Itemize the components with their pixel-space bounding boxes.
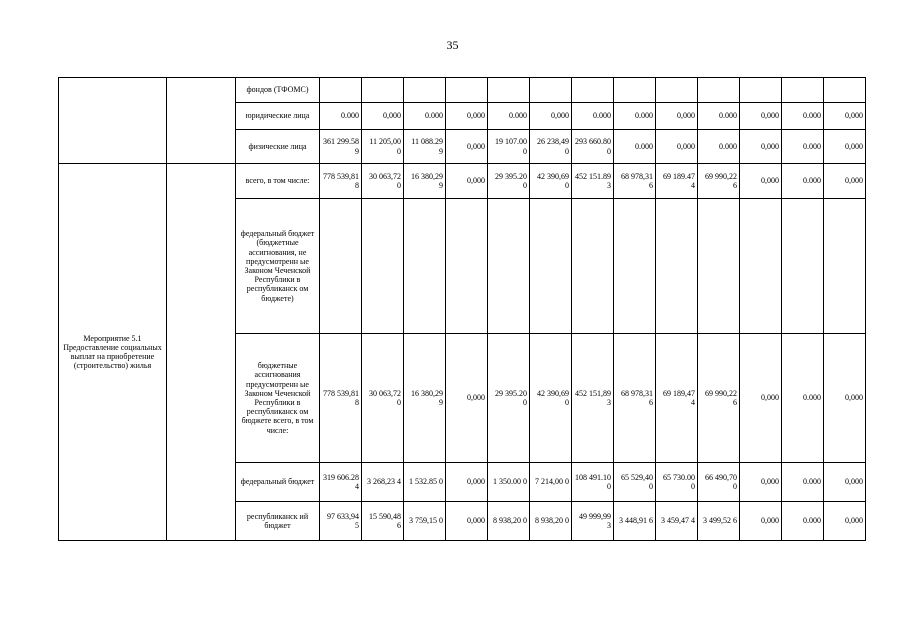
value-cell: 0,000 bbox=[824, 502, 866, 541]
value-cell bbox=[446, 199, 488, 334]
value-cell bbox=[530, 78, 572, 103]
value-cell: 97 633,94 5 bbox=[320, 502, 362, 541]
funding-source-label: всего, в том числе: bbox=[236, 164, 320, 199]
value-cell: 3 759,15 0 bbox=[404, 502, 446, 541]
measure-label: Мероприятие 5.1 Предоставление социальных выплат на приобретение (строительство) жилья bbox=[59, 164, 167, 541]
value-cell: 0,000 bbox=[530, 103, 572, 130]
funding-source-label: фондов (ТФОМС) bbox=[236, 78, 320, 103]
value-cell: 0,000 bbox=[740, 463, 782, 502]
value-cell bbox=[698, 78, 740, 103]
value-cell: 0.000 bbox=[488, 103, 530, 130]
value-cell: 0,000 bbox=[740, 130, 782, 164]
value-cell: 0.000 bbox=[782, 463, 824, 502]
value-cell: 0,000 bbox=[446, 103, 488, 130]
value-cell bbox=[656, 78, 698, 103]
empty-cell bbox=[59, 78, 167, 164]
value-cell: 68 978,31 6 bbox=[614, 164, 656, 199]
value-cell: 293 660.80 0 bbox=[572, 130, 614, 164]
value-cell: 11 088.29 9 bbox=[404, 130, 446, 164]
value-cell: 69 990,22 6 bbox=[698, 164, 740, 199]
value-cell: 65 529,40 0 bbox=[614, 463, 656, 502]
value-cell bbox=[488, 78, 530, 103]
value-cell: 778 539,81 8 bbox=[320, 334, 362, 463]
value-cell: 29 395.20 0 bbox=[488, 164, 530, 199]
value-cell: 0,000 bbox=[656, 103, 698, 130]
value-cell: 0.000 bbox=[782, 164, 824, 199]
funding-source-label: федеральный бюджет (бюджетные ассигнования, не предусмотренн ые Законом Чеченской Республики в республиканск ом бюджете) bbox=[236, 199, 320, 334]
empty-cell bbox=[167, 164, 236, 541]
value-cell: 0.000 bbox=[404, 103, 446, 130]
value-cell: 30 063,72 0 bbox=[362, 334, 404, 463]
value-cell bbox=[572, 199, 614, 334]
value-cell: 30 063,72 0 bbox=[362, 164, 404, 199]
value-cell: 68 978,31 6 bbox=[614, 334, 656, 463]
value-cell: 69 189.47 4 bbox=[656, 164, 698, 199]
value-cell bbox=[572, 78, 614, 103]
value-cell: 0,000 bbox=[824, 164, 866, 199]
funding-source-label: федеральный бюджет bbox=[236, 463, 320, 502]
value-cell: 8 938,20 0 bbox=[488, 502, 530, 541]
page-number: 35 bbox=[446, 38, 459, 52]
value-cell bbox=[404, 199, 446, 334]
value-cell bbox=[320, 78, 362, 103]
value-cell bbox=[614, 78, 656, 103]
funding-source-label: физические лица bbox=[236, 130, 320, 164]
value-cell: 0,000 bbox=[824, 334, 866, 463]
value-cell: 0.000 bbox=[614, 130, 656, 164]
value-cell: 0,000 bbox=[740, 502, 782, 541]
value-cell: 0,000 bbox=[446, 334, 488, 463]
value-cell: 0.000 bbox=[698, 103, 740, 130]
funding-source-label: республиканск ий бюджет bbox=[236, 502, 320, 541]
value-cell: 69 189,47 4 bbox=[656, 334, 698, 463]
table-row bbox=[59, 78, 866, 103]
value-cell: 0.000 bbox=[782, 334, 824, 463]
value-cell bbox=[320, 199, 362, 334]
value-cell bbox=[824, 199, 866, 334]
funding-source-label: юридические лица bbox=[236, 103, 320, 130]
value-cell bbox=[782, 199, 824, 334]
value-cell: 0,000 bbox=[446, 502, 488, 541]
value-cell: 319 606.28 4 bbox=[320, 463, 362, 502]
value-cell bbox=[404, 78, 446, 103]
value-cell bbox=[740, 78, 782, 103]
value-cell bbox=[530, 199, 572, 334]
value-cell: 29 395.20 0 bbox=[488, 334, 530, 463]
table-row bbox=[59, 164, 866, 199]
value-cell bbox=[362, 199, 404, 334]
value-cell: 0,000 bbox=[362, 103, 404, 130]
value-cell: 3 499,52 6 bbox=[698, 502, 740, 541]
value-cell: 1 350.00 0 bbox=[488, 463, 530, 502]
value-cell: 66 490,70 0 bbox=[698, 463, 740, 502]
value-cell: 42 390,69 0 bbox=[530, 334, 572, 463]
value-cell: 16 380,29 9 bbox=[404, 164, 446, 199]
value-cell: 26 238,49 0 bbox=[530, 130, 572, 164]
value-cell: 0,000 bbox=[740, 103, 782, 130]
value-cell: 11 205,00 0 bbox=[362, 130, 404, 164]
value-cell: 3 268,23 4 bbox=[362, 463, 404, 502]
value-cell: 19 107.00 0 bbox=[488, 130, 530, 164]
value-cell bbox=[656, 199, 698, 334]
budget-table bbox=[58, 77, 866, 541]
value-cell: 0.000 bbox=[698, 130, 740, 164]
value-cell: 16 380,29 9 bbox=[404, 334, 446, 463]
value-cell: 42 390,69 0 bbox=[530, 164, 572, 199]
value-cell: 0,000 bbox=[824, 130, 866, 164]
value-cell bbox=[446, 78, 488, 103]
value-cell: 8 938,20 0 bbox=[530, 502, 572, 541]
value-cell bbox=[614, 199, 656, 334]
value-cell: 0.000 bbox=[782, 502, 824, 541]
value-cell: 0.000 bbox=[614, 103, 656, 130]
value-cell bbox=[488, 199, 530, 334]
value-cell bbox=[698, 199, 740, 334]
value-cell bbox=[824, 78, 866, 103]
value-cell: 0,000 bbox=[446, 463, 488, 502]
value-cell: 361 299.58 9 bbox=[320, 130, 362, 164]
value-cell: 0,000 bbox=[446, 164, 488, 199]
value-cell bbox=[740, 199, 782, 334]
value-cell: 0.000 bbox=[782, 130, 824, 164]
value-cell: 3 448,91 6 bbox=[614, 502, 656, 541]
value-cell: 69 990,22 6 bbox=[698, 334, 740, 463]
value-cell: 778 539,81 8 bbox=[320, 164, 362, 199]
value-cell: 0,000 bbox=[740, 164, 782, 199]
value-cell: 0.000 bbox=[572, 103, 614, 130]
value-cell: 15 590,48 6 bbox=[362, 502, 404, 541]
value-cell: 0,000 bbox=[446, 130, 488, 164]
value-cell: 0.000 bbox=[782, 103, 824, 130]
value-cell: 452 151.89 3 bbox=[572, 164, 614, 199]
value-cell: 452 151,89 3 bbox=[572, 334, 614, 463]
value-cell bbox=[782, 78, 824, 103]
value-cell: 65 730.00 0 bbox=[656, 463, 698, 502]
value-cell: 3 459,47 4 bbox=[656, 502, 698, 541]
value-cell: 0,000 bbox=[824, 103, 866, 130]
value-cell: 0,000 bbox=[824, 463, 866, 502]
funding-source-label: бюджетные ассигнования предусмотренн ые Законом Чеченской Республики в республиканск ом бюджете всего, в том числе: bbox=[236, 334, 320, 463]
value-cell: 0,000 bbox=[656, 130, 698, 164]
value-cell: 1 532.85 0 bbox=[404, 463, 446, 502]
value-cell: 49 999,99 3 bbox=[572, 502, 614, 541]
value-cell: 0.000 bbox=[320, 103, 362, 130]
value-cell: 7 214,00 0 bbox=[530, 463, 572, 502]
empty-cell bbox=[167, 78, 236, 164]
value-cell: 108 491.10 0 bbox=[572, 463, 614, 502]
value-cell: 0,000 bbox=[740, 334, 782, 463]
value-cell bbox=[362, 78, 404, 103]
